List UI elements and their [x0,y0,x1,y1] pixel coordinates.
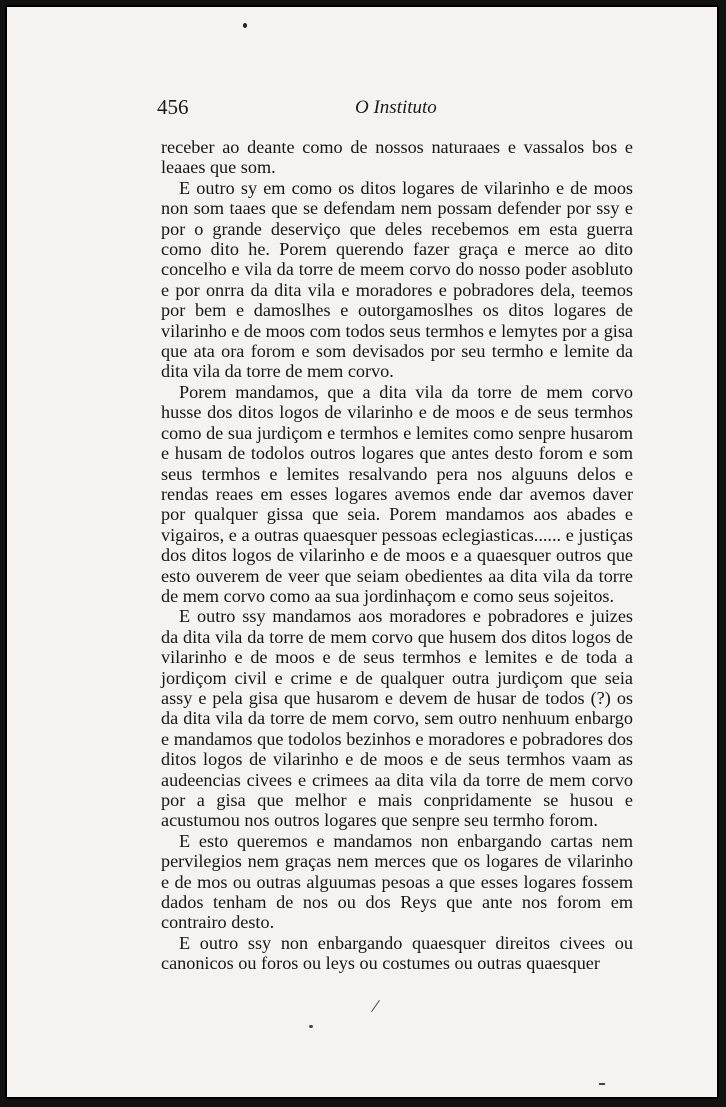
book-page [5,5,719,1099]
paper-scratch [309,1025,313,1028]
ink-speck [243,23,247,28]
paragraph: Porem mandamos, que a dita vila da torre de mem corvo husse dos ditos logos de vilarinho e de moos e de seus termhos como de sua jurdiçom e termhos e lemites como senpre husarom e husam de todolos outros logares que antes desto forom e som seus termhos e lemites resalvando pera nos alguuns delos e rendas reaes em esses logares avemos ende dar avemos daver por qualquer gissa que seia. Porem mandamos aos abades e vigairos, e a outras quaesquer pessoas eclegiasticas...... e justiças dos ditos logos de vilarinho e de moos e a quaesquer outros que esto ouverem de veer que seiam obedientes aa dita vila da torre de mem corvo como aa sua jordinhaçom e como seus sojeitos. [161,381,633,606]
paragraph: E outro ssy mandamos aos moradores e pobradores e juizes da dita vila da torre de mem corvo que husem dos ditos logos de vilarinho e de moos e de seus termhos e lemites e de toda a jordiçom civil e crime e de qualquer outra jurdiçom que seia assy e pela gisa que husarom e devem de husar de todos (?) os da dita vila da torre de mem corvo, sem outro nenhuum enbargo e mandamos que todolos bezinhos e moradores e pobradores dos ditos logos de vilarinho e de moos e de seus termhos vaam as audeencias civees e crimees aa dita vila da torre de mem corvo por a gisa que melhor e mais conpridamente se husou e acustumou nos outros logares que senpre seu termho forom. [161,606,633,831]
body-text [161,137,633,974]
paragraph: E outro ssy non enbargando quaesquer direitos civees ou canonicos ou foros ou leys ou costumes ou outras quaesquer [161,932,633,974]
page-header [7,95,717,121]
paragraph: E esto queremos e mandamos non enbargando cartas nem pervilegios nem graças nem merces que os logares de vilarinho e de mos ou outras alguumas pesoas a que esses logares fossem dados tenham de nos ou dos Reys que ante nos forom em contrairo desto. [161,830,633,933]
paragraph: E outro sy em como os ditos logares de vilarinho e de moos non som taaes que se defendam nem possam defender por ssy e por o grande deserviço que deles recebemos em esta guerra como dito he. Porem querendo fazer graça e merce ao dito concelho e vila da torre de meem corvo do nosso poder asobluto e por onrra da dita vila e moradores e pobradores dela, teemos por bem e damoslhes e outorgamoslhes os ditos logares de vilarinho e de moos com todos seus termhos e lemytes por a gisa que ata ora forom e som devisados por seu termho e lemite da dita vila da torre de mem corvo. [161,177,633,382]
paragraph: receber ao deante como de nossos naturaaes e vassalos bos e leaaes que som. [161,137,633,178]
paper-scratch [599,1083,605,1085]
paper-scratch [371,1000,380,1012]
page-number: 456 [157,95,189,119]
running-title: O Instituto [355,97,437,118]
